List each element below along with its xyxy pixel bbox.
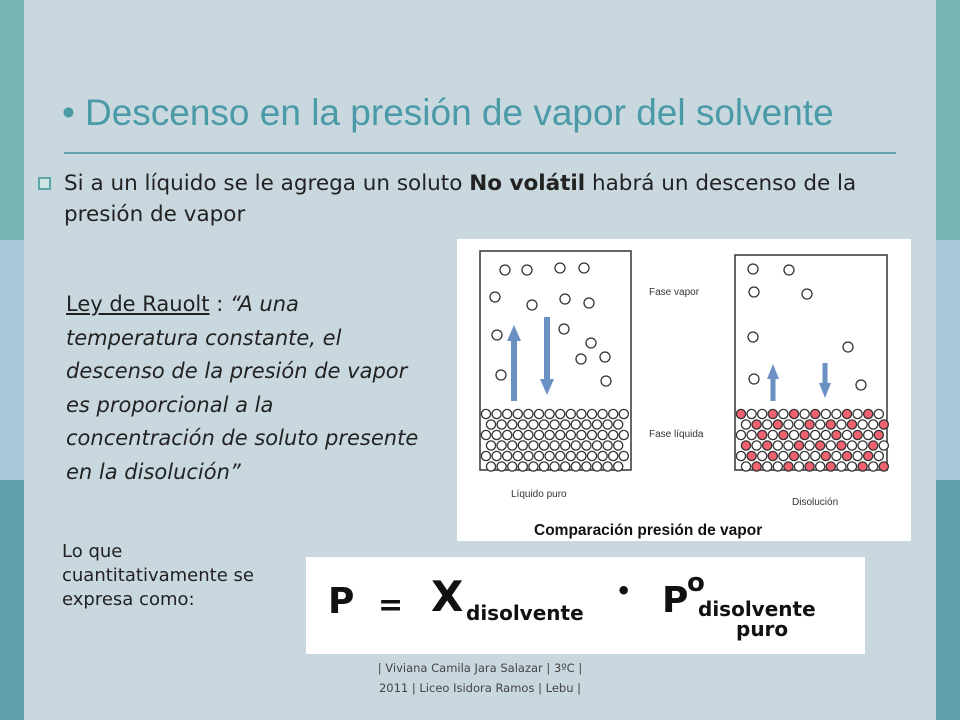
- liquid-particle: [518, 420, 527, 429]
- liquid-particle: [513, 409, 522, 418]
- liquid-particle: [508, 420, 517, 429]
- liquid-particle: [858, 441, 867, 450]
- liquid-particle: [832, 409, 841, 418]
- vapor-particle: [555, 263, 565, 273]
- liquid-particle: [800, 409, 809, 418]
- liquid-particle: [864, 430, 873, 439]
- solute-particle: [805, 420, 814, 429]
- solute-particle: [842, 409, 851, 418]
- vapor-particle: [584, 298, 594, 308]
- liquid-particle: [481, 451, 490, 460]
- arrow-down-icon: [540, 317, 554, 395]
- liquid-particle: [539, 420, 548, 429]
- vapor-particle: [527, 300, 537, 310]
- vapor-particle: [576, 354, 586, 364]
- solute-particle: [736, 409, 745, 418]
- liquid-particle: [619, 451, 628, 460]
- liquid-particle: [609, 409, 618, 418]
- liquid-particle: [561, 441, 570, 450]
- liquid-particle: [874, 451, 883, 460]
- solute-particle: [826, 420, 835, 429]
- liquid-particle: [550, 462, 559, 471]
- liquid-particle: [869, 420, 878, 429]
- liquid-particle: [550, 420, 559, 429]
- liquid-particle: [763, 462, 772, 471]
- liquid-particle: [481, 430, 490, 439]
- liquid-particle: [492, 430, 501, 439]
- liquid-particle: [524, 451, 533, 460]
- left-bar-middle: [0, 240, 24, 480]
- bullet-text: [64, 168, 896, 230]
- vapor-particle: [492, 330, 502, 340]
- solute-particle: [858, 462, 867, 471]
- liquid-particle: [529, 441, 538, 450]
- liquid-particle: [598, 409, 607, 418]
- liquid-particle: [816, 462, 825, 471]
- liquid-particle: [736, 451, 745, 460]
- liquid-particle: [492, 409, 501, 418]
- liquid-particle: [763, 420, 772, 429]
- liquid-particle: [587, 409, 596, 418]
- raoult-formula: [306, 557, 865, 654]
- liquid-particle: [534, 451, 543, 460]
- liquid-particle: [784, 420, 793, 429]
- solute-particle: [752, 420, 761, 429]
- liquid-particle: [858, 420, 867, 429]
- label-solution: Disolución: [792, 497, 839, 508]
- liquid-particle: [524, 409, 533, 418]
- bullet-point: [36, 168, 896, 230]
- solute-particle: [800, 430, 809, 439]
- formula-p: P: [328, 581, 355, 622]
- liquid-particle: [614, 420, 623, 429]
- solute-particle: [768, 451, 777, 460]
- solute-particle: [853, 430, 862, 439]
- solute-particle: [842, 451, 851, 460]
- liquid-particle: [577, 430, 586, 439]
- footer-line-2: 2011 | Liceo Isidora Ramos | Lebu |: [378, 681, 582, 695]
- liquid-particle: [486, 420, 495, 429]
- liquid-particle: [539, 462, 548, 471]
- solute-particle: [779, 430, 788, 439]
- vapor-particle: [522, 265, 532, 275]
- label-pure-liquid: Líquido puro: [511, 489, 567, 500]
- arrow-up-icon: [507, 325, 521, 401]
- solute-particle: [826, 462, 835, 471]
- vapor-particle: [748, 332, 758, 342]
- footer: [330, 658, 630, 698]
- solute-particle: [832, 430, 841, 439]
- expression-text: Lo que cuantitativamente se expresa como:: [62, 541, 254, 610]
- law-quote: “A una temperatura constante, el descenso de la presión de vapor es proporcional a la concentración de soluto presente en la disolución”: [66, 292, 419, 484]
- vapor-particle: [856, 380, 866, 390]
- solute-particle: [879, 462, 888, 471]
- liquid-particle: [614, 462, 623, 471]
- solute-particle: [805, 462, 814, 471]
- vapor-particle: [843, 342, 853, 352]
- solute-particle: [811, 409, 820, 418]
- solute-particle: [773, 420, 782, 429]
- vapor-particle: [496, 370, 506, 380]
- law-separator: :: [209, 292, 230, 316]
- vapor-particle: [579, 263, 589, 273]
- liquid-particle: [741, 420, 750, 429]
- solute-particle: [864, 409, 873, 418]
- liquid-particle: [598, 451, 607, 460]
- vapor-particle: [586, 338, 596, 348]
- liquid-particle: [556, 430, 565, 439]
- law-name: Ley de Rauolt: [66, 292, 210, 316]
- liquid-particle: [571, 420, 580, 429]
- liquid-particle: [508, 462, 517, 471]
- liquid-particle: [566, 430, 575, 439]
- bullet-text-bold: No volátil: [469, 171, 586, 196]
- solute-particle: [874, 430, 883, 439]
- formula-p0: P: [662, 580, 689, 621]
- label-vapor-phase: Fase vapor: [649, 287, 700, 298]
- liquid-particle: [853, 409, 862, 418]
- title-text: Descenso en la presión de vapor del solvente: [84, 92, 834, 133]
- solute-particle: [784, 462, 793, 471]
- liquid-particle: [513, 451, 522, 460]
- liquid-particle: [529, 462, 538, 471]
- solute-particle: [758, 430, 767, 439]
- liquid-particle: [741, 462, 750, 471]
- liquid-particle: [592, 462, 601, 471]
- vapor-particle: [784, 265, 794, 275]
- liquid-particle: [837, 420, 846, 429]
- formula-equals: =: [378, 588, 404, 623]
- slide-title: [62, 92, 834, 134]
- title-divider: [64, 152, 896, 154]
- vapor-particle: [748, 264, 758, 274]
- vapor-particle: [500, 265, 510, 275]
- solute-particle: [816, 441, 825, 450]
- liquid-particle: [582, 441, 591, 450]
- vapor-particle: [802, 289, 812, 299]
- liquid-particle: [577, 451, 586, 460]
- liquid-particle: [556, 451, 565, 460]
- liquid-particle: [826, 441, 835, 450]
- liquid-particle: [529, 420, 538, 429]
- pure-vapor-particles: [490, 263, 611, 386]
- liquid-particle: [811, 430, 820, 439]
- liquid-particle: [571, 441, 580, 450]
- liquid-particle: [503, 409, 512, 418]
- vapor-particle: [490, 292, 500, 302]
- liquid-particle: [503, 451, 512, 460]
- liquid-particle: [816, 420, 825, 429]
- bullet-text-start: Si a un líquido se le agrega un soluto: [64, 171, 470, 196]
- liquid-particle: [503, 430, 512, 439]
- vapor-particle: [749, 287, 759, 297]
- liquid-particle: [879, 441, 888, 450]
- liquid-particle: [534, 409, 543, 418]
- liquid-particle: [874, 409, 883, 418]
- liquid-particle: [800, 451, 809, 460]
- formula-dot: •: [616, 577, 632, 605]
- liquid-particle: [497, 441, 506, 450]
- liquid-particle: [758, 451, 767, 460]
- liquid-particle: [561, 420, 570, 429]
- liquid-particle: [794, 462, 803, 471]
- liquid-particle: [736, 430, 745, 439]
- solute-particle: [763, 441, 772, 450]
- liquid-particle: [592, 420, 601, 429]
- liquid-particle: [794, 420, 803, 429]
- solute-particle: [794, 441, 803, 450]
- figure-caption: Comparación presión de vapor: [534, 522, 763, 539]
- liquid-particle: [587, 430, 596, 439]
- liquid-particle: [603, 462, 612, 471]
- solute-particle: [821, 451, 830, 460]
- solute-particle: [768, 409, 777, 418]
- liquid-particle: [842, 430, 851, 439]
- formula-p0-subscript-2: puro: [736, 617, 789, 641]
- solute-particle: [847, 420, 856, 429]
- liquid-particle: [619, 430, 628, 439]
- rauolt-law: [66, 288, 426, 489]
- arrow-down-icon: [819, 363, 831, 398]
- liquid-particle: [853, 451, 862, 460]
- left-bar-bottom: [0, 480, 24, 720]
- liquid-particle: [752, 441, 761, 450]
- solute-particle: [752, 462, 761, 471]
- liquid-particle: [582, 462, 591, 471]
- liquid-particle: [847, 462, 856, 471]
- liquid-particle: [811, 451, 820, 460]
- liquid-particle: [561, 462, 570, 471]
- liquid-particle: [768, 430, 777, 439]
- vapor-particle: [560, 294, 570, 304]
- liquid-particle: [609, 430, 618, 439]
- liquid-particle: [582, 420, 591, 429]
- liquid-particle: [609, 451, 618, 460]
- liquid-particle: [539, 441, 548, 450]
- solute-particle: [747, 451, 756, 460]
- liquid-particle: [779, 409, 788, 418]
- liquid-particle: [592, 441, 601, 450]
- liquid-particle: [556, 409, 565, 418]
- formula-x: X: [431, 572, 464, 621]
- vapor-pressure-figure: [457, 239, 911, 541]
- footer-line-1: | Viviana Camila Jara Salazar | 3ºC |: [377, 661, 583, 675]
- liquid-particle: [805, 441, 814, 450]
- liquid-particle: [513, 430, 522, 439]
- solution-liquid-particles: [736, 409, 888, 471]
- liquid-particle: [518, 462, 527, 471]
- solute-particle: [741, 441, 750, 450]
- liquid-particle: [603, 441, 612, 450]
- liquid-particle: [847, 441, 856, 450]
- solution-vapor-particles: [748, 264, 866, 390]
- liquid-particle: [747, 409, 756, 418]
- liquid-particle: [869, 462, 878, 471]
- vapor-particle: [601, 376, 611, 386]
- solute-particle: [789, 409, 798, 418]
- vapor-particle: [749, 374, 759, 384]
- liquid-particle: [481, 409, 490, 418]
- right-bar-bottom: [936, 480, 960, 720]
- liquid-particle: [603, 420, 612, 429]
- liquid-particle: [619, 409, 628, 418]
- liquid-particle: [534, 430, 543, 439]
- liquid-particle: [497, 420, 506, 429]
- pure-liquid-particles: [481, 409, 628, 471]
- liquid-particle: [821, 430, 830, 439]
- liquid-particle: [577, 409, 586, 418]
- liquid-particle: [486, 441, 495, 450]
- title-bullet: •: [62, 92, 75, 133]
- liquid-particle: [598, 430, 607, 439]
- liquid-particle: [587, 451, 596, 460]
- square-bullet-icon: [38, 177, 51, 190]
- solute-particle: [869, 441, 878, 450]
- liquid-particle: [571, 462, 580, 471]
- right-bar-middle: [936, 240, 960, 480]
- liquid-particle: [614, 441, 623, 450]
- right-bar-top: [936, 0, 960, 240]
- liquid-particle: [545, 430, 554, 439]
- liquid-particle: [508, 441, 517, 450]
- liquid-particle: [545, 451, 554, 460]
- liquid-particle: [779, 451, 788, 460]
- liquid-particle: [497, 462, 506, 471]
- liquid-particle: [832, 451, 841, 460]
- liquid-particle: [784, 441, 793, 450]
- liquid-particle: [821, 409, 830, 418]
- left-bar-top: [0, 0, 24, 240]
- liquid-particle: [837, 462, 846, 471]
- solute-particle: [789, 451, 798, 460]
- formula-p0-superscript: o: [687, 568, 705, 598]
- liquid-particle: [747, 430, 756, 439]
- arrow-up-icon: [767, 364, 779, 401]
- vapor-particle: [559, 324, 569, 334]
- liquid-particle: [566, 409, 575, 418]
- solute-particle: [864, 451, 873, 460]
- formula-p0-subscript-1: disolvente: [698, 597, 816, 621]
- liquid-particle: [524, 430, 533, 439]
- liquid-particle: [773, 462, 782, 471]
- formula-x-subscript: disolvente: [466, 601, 584, 625]
- liquid-particle: [545, 409, 554, 418]
- liquid-particle: [518, 441, 527, 450]
- liquid-particle: [789, 430, 798, 439]
- solute-particle: [879, 420, 888, 429]
- label-liquid-phase: Fase líquida: [649, 429, 704, 440]
- liquid-particle: [492, 451, 501, 460]
- bullet-text-end: habrá un descenso de la presión de vapor: [64, 171, 857, 227]
- liquid-particle: [486, 462, 495, 471]
- liquid-particle: [758, 409, 767, 418]
- liquid-particle: [566, 451, 575, 460]
- liquid-particle: [773, 441, 782, 450]
- liquid-particle: [550, 441, 559, 450]
- solute-particle: [837, 441, 846, 450]
- vapor-particle: [600, 352, 610, 362]
